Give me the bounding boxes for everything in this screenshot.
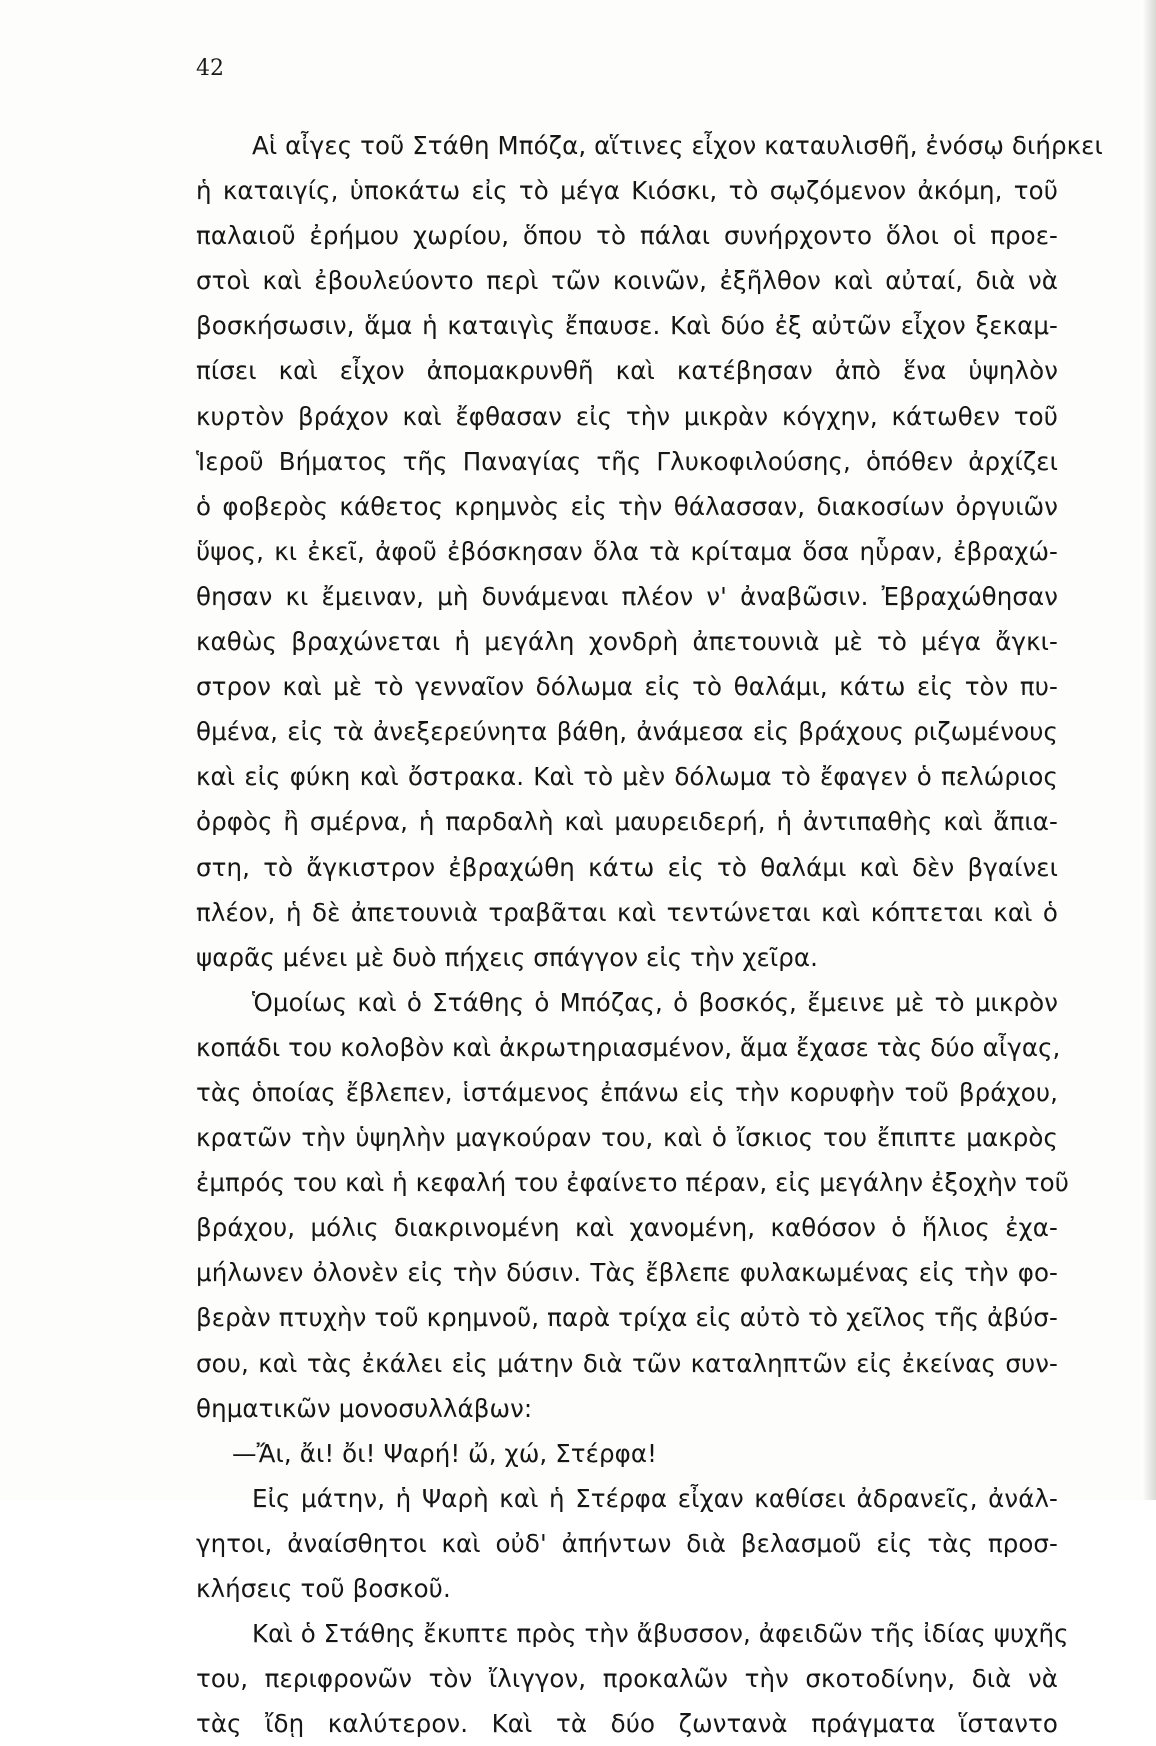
text-line: ἡ καταιγίς, ὑποκάτω εἰς τὸ μέγα Κιόσκι, τὸ σῳζόμενον ἀκόμη, τοῦ <box>196 176 1058 206</box>
text-line: γητοι, ἀναίσθητοι καὶ οὐδ' ἀπήντων διὰ βελασμοῦ εἰς τὰς προσ- <box>196 1528 1058 1558</box>
text-line: στοὶ καὶ ἐβουλεύοντο περὶ τῶν κοινῶν, ἐξῆλθον καὶ αὐταί, διὰ νὰ <box>196 266 1058 296</box>
text-line: κυρτὸν βράχον καὶ ἔφθασαν εἰς τὴν μικρὰν κόγχην, κάτωθεν τοῦ <box>196 401 1058 431</box>
text-line: ἐμπρός του καὶ ἡ κεφαλή του ἐφαίνετο πέραν, εἰς μεγάλην ἐξοχὴν τοῦ <box>196 1168 1069 1198</box>
text-line: ὕψος, κι ἐκεῖ, ἀφοῦ ἐβόσκησαν ὅλα τὰ κρίταμα ὅσα ηὗραν, ἐβραχώ- <box>196 536 1058 566</box>
text-line: μήλωνεν ὀλονὲν εἰς τὴν δύσιν. Τὰς ἔβλεπε φυλακωμένας εἰς τὴν φο- <box>196 1258 1058 1288</box>
text-line: καθὼς βραχώνεται ἡ μεγάλη χονδρὴ ἀπετουνιὰ μὲ τὸ μέγα ἄγκι- <box>196 627 1058 657</box>
text-line: βράχου, μόλις διακρινομένη καὶ χανομένη, καθόσον ὁ ἥλιος ἐχα- <box>196 1213 1058 1243</box>
page-number: 42 <box>196 56 224 81</box>
text-line: κοπάδι του κολοβὸν καὶ ἀκρωτηριασμένον, ἅμα ἔχασε τὰς δύο αἶγας, <box>196 1032 1061 1062</box>
text-line: πίσει καὶ εἶχον ἀπομακρυνθῆ καὶ κατέβησαν ἀπὸ ἕνα ὑψηλὸν <box>196 356 1058 386</box>
text-line: θμένα, εἰς τὰ ἀνεξερεύνητα βάθη, ἀνάμεσα εἰς βράχους ριζωμένους <box>196 717 1058 747</box>
text-line: τὰς ἴδῃ καλύτερον. Καὶ τὰ δύο ζωντανὰ πράγματα ἵσταντο <box>196 1709 1058 1739</box>
body-text <box>196 123 1103 1746</box>
text-line: πλέον, ἡ δὲ ἀπετουνιὰ τραβᾶται καὶ τεντώνεται καὶ κόπτεται καὶ ὁ <box>196 897 1058 927</box>
text-line: Ἱεροῦ Βήματος τῆς Παναγίας τῆς Γλυκοφιλούσης, ὁπόθεν ἀρχίζει <box>196 446 1058 476</box>
text-line: θηματικῶν μονοσυλλάβων: <box>196 1393 533 1423</box>
text-line: βερὰν πτυχὴν τοῦ κρημνοῦ, παρὰ τρίχα εἰς αὐτὸ τὸ χεῖλος τῆς ἀβύσ- <box>196 1303 1058 1333</box>
text-line: Ὁμοίως καὶ ὁ Στάθης ὁ Μπόζας, ὁ βοσκός, ἔμεινε μὲ τὸ μικρὸν <box>252 987 1058 1017</box>
text-line: ψαρᾶς μένει μὲ δυὸ πήχεις σπάγγον εἰς τὴν χεῖρα. <box>196 942 819 972</box>
text-line: Καὶ ὁ Στάθης ἔκυπτε πρὸς τὴν ἄβυσσον, ἀφειδῶν τῆς ἰδίας ψυχῆς <box>252 1619 1069 1649</box>
text-line: στρον καὶ μὲ τὸ γενναῖον δόλωμα εἰς τὸ θαλάμι, κάτω εἰς τὸν πυ- <box>196 672 1058 702</box>
text-line: τὰς ὁποίας ἔβλεπεν, ἱστάμενος ἐπάνω εἰς τὴν κορυφὴν τοῦ βράχου, <box>196 1077 1058 1107</box>
text-line: καὶ εἰς φύκη καὶ ὄστρακα. Καὶ τὸ μὲν δόλωμα τὸ ἔφαγεν ὁ πελώριος <box>196 762 1058 792</box>
text-line: σου, καὶ τὰς ἐκάλει εἰς μάτην διὰ τῶν καταληπτῶν εἰς ἐκείνας συν- <box>196 1348 1058 1378</box>
page-edge-shadow <box>1142 0 1156 1500</box>
text-line: θησαν κι ἔμειναν, μὴ δυνάμεναι πλέον ν' ἀναβῶσιν. Ἐβραχώθησαν <box>196 581 1058 611</box>
text-line: Αἱ αἶγες τοῦ Στάθη Μπόζα, αἵτινες εἶχον καταυλισθῆ, ἐνόσῳ διήρκει <box>252 131 1103 160</box>
text-line: στη, τὸ ἄγκιστρον ἐβραχώθη κάτω εἰς τὸ θαλάμι καὶ δὲν βγαίνει <box>196 852 1058 882</box>
dialogue-line: —Ἄι, ἄι! ὄι! Ψαρή! ὤ, χώ, Στέρφα! <box>232 1438 658 1468</box>
text-line: βοσκήσωσιν, ἅμα ἡ καταιγὶς ἔπαυσε. Καὶ δύο ἐξ αὐτῶν εἶχον ξεκαμ- <box>196 311 1058 341</box>
text-line: Εἰς μάτην, ἡ Ψαρὴ καὶ ἡ Στέρφα εἶχαν καθίσει ἀδρανεῖς, ἀνάλ- <box>252 1483 1058 1513</box>
text-line: κρατῶν τὴν ὑψηλὴν μαγκούραν του, καὶ ὁ ἴσκιος του ἔπιπτε μακρὸς <box>196 1123 1058 1153</box>
text-line: παλαιοῦ ἐρήμου χωρίου, ὅπου τὸ πάλαι συνήρχοντο ὅλοι οἱ προε- <box>196 221 1058 251</box>
text-line: του, περιφρονῶν τὸν ἴλιγγον, προκαλῶν τὴν σκοτοδίνην, διὰ νὰ <box>196 1664 1058 1694</box>
text-line: κλήσεις τοῦ βοσκοῦ. <box>196 1574 451 1603</box>
text-line: ὁ φοβερὸς κάθετος κρημνὸς εἰς τὴν θάλασσαν, διακοσίων ὀργυιῶν <box>196 491 1058 521</box>
text-line: ὀρφὸς ἢ σμέρνα, ἡ παρδαλὴ καὶ μαυρειδερή, ἡ ἀντιπαθὴς καὶ ἄπια- <box>196 807 1058 837</box>
